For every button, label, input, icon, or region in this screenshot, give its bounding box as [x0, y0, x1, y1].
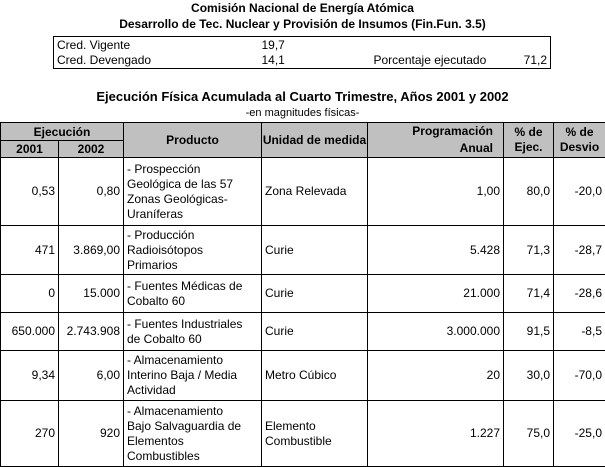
cell-2001: 9,34 — [1, 351, 59, 401]
cell-2001: 0 — [1, 275, 59, 313]
header-row-1 — [1, 123, 605, 141]
cell-unidad: Curie — [262, 313, 368, 351]
cell-producto: - Fuentes Industriales de Cobalto 60 — [124, 313, 262, 351]
cell-2002: 15.000 — [59, 275, 124, 313]
header-year-2001: 2001 — [1, 141, 59, 158]
cell-pct-ejec: 71,3 — [504, 226, 554, 275]
cell-2002: 920 — [59, 401, 124, 467]
header-pct-ejec — [504, 123, 554, 158]
cell-2001: 650.000 — [1, 313, 59, 351]
section-subtitle: -en magnitudes físicas- — [245, 107, 360, 119]
cell-producto: - Fuentes Médicas de Cobalto 60 — [124, 275, 262, 313]
cell-unidad: Curie — [262, 275, 368, 313]
cell-unidad: Curie — [262, 226, 368, 275]
credit-row-devengado — [54, 53, 551, 69]
cell-2002: 6,00 — [59, 351, 124, 401]
header-producto: Producto — [124, 123, 262, 158]
credit-summary-table — [53, 36, 551, 69]
cell-producto: - Almacenamiento Bajo Salvaguardia de Elementos Combustibles — [124, 401, 262, 467]
cell-programacion: 5.428 — [368, 226, 504, 275]
porcentaje-ejecutado-value: 71,2 — [523, 53, 547, 68]
table-row — [1, 351, 605, 401]
table-row — [1, 275, 605, 313]
table-row — [1, 401, 605, 467]
execution-table — [0, 122, 605, 467]
cell-programacion: 20 — [368, 351, 504, 401]
credit-row-vigente — [54, 37, 551, 53]
cell-producto: - Producción Radioisótopos Primarios — [124, 226, 262, 275]
cell-programacion: 1.227 — [368, 401, 504, 467]
cell-unidad: Elemento Combustible — [262, 401, 368, 467]
table-row — [1, 313, 605, 351]
document-title: Comisión Nacional de Energía Atómica — [191, 1, 414, 15]
cell-pct-ejec: 30,0 — [504, 351, 554, 401]
cell-pct-desvio: -70,0 — [554, 351, 605, 401]
header-pct-ejec-line2: Ejec. — [514, 140, 543, 154]
header-ejecucion: Ejecución — [1, 123, 124, 141]
section-title: Ejecución Física Acumulada al Cuarto Trimestre, Años 2001 y 2002 — [96, 89, 509, 104]
header-programacion-line2: Anual — [459, 141, 493, 155]
header-pct-desvio-line1: % de — [565, 125, 594, 139]
credit-devengado-label: Cred. Devengado — [57, 53, 152, 68]
cell-pct-desvio: -8,5 — [554, 313, 605, 351]
cell-pct-desvio: -28,7 — [554, 226, 605, 275]
credit-vigente-label: Cred. Vigente — [57, 37, 131, 52]
cell-2002: 3.869,00 — [59, 226, 124, 275]
cell-programacion: 3.000.000 — [368, 313, 504, 351]
header-unidad: Unidad de medida — [262, 123, 368, 158]
cell-pct-ejec: 75,0 — [504, 401, 554, 467]
header-pct-ejec-line1: % de — [514, 125, 543, 139]
table-row — [1, 158, 605, 226]
cell-producto: - Almacenamiento Interino Baja / Media Actividad — [124, 351, 262, 401]
table-row — [1, 226, 605, 275]
porcentaje-ejecutado-label: Porcentaje ejecutado — [373, 53, 487, 68]
document-subtitle: Desarrollo de Tec. Nuclear y Provisión de Insumos (Fin.Fun. 3.5) — [119, 17, 486, 31]
cell-pct-ejec: 80,0 — [504, 158, 554, 226]
header-programacion — [368, 123, 504, 158]
cell-2001: 471 — [1, 226, 59, 275]
cell-2002: 0,80 — [59, 158, 124, 226]
cell-pct-ejec: 91,5 — [504, 313, 554, 351]
header-pct-desvio-line2: Desvio — [559, 140, 600, 154]
cell-programacion: 21.000 — [368, 275, 504, 313]
cell-unidad: Metro Cúbico — [262, 351, 368, 401]
cell-unidad: Zona Relevada — [262, 158, 368, 226]
cell-programacion: 1,00 — [368, 158, 504, 226]
header-year-2002: 2002 — [59, 141, 124, 158]
cell-pct-desvio: -20,0 — [554, 158, 605, 226]
cell-2002: 2.743.908 — [59, 313, 124, 351]
cell-producto: - Prospección Geológica de las 57 Zonas Geológicas- Uraníferas — [124, 158, 262, 226]
cell-pct-desvio: -28,6 — [554, 275, 605, 313]
credit-vigente-value: 19,7 — [261, 37, 285, 52]
credit-devengado-value: 14,1 — [261, 53, 285, 68]
header-programacion-line1: Programación — [412, 124, 493, 138]
header-pct-desvio — [554, 123, 605, 158]
cell-pct-ejec: 71,4 — [504, 275, 554, 313]
cell-pct-desvio: -25,0 — [554, 401, 605, 467]
cell-2001: 0,53 — [1, 158, 59, 226]
cell-2001: 270 — [1, 401, 59, 467]
